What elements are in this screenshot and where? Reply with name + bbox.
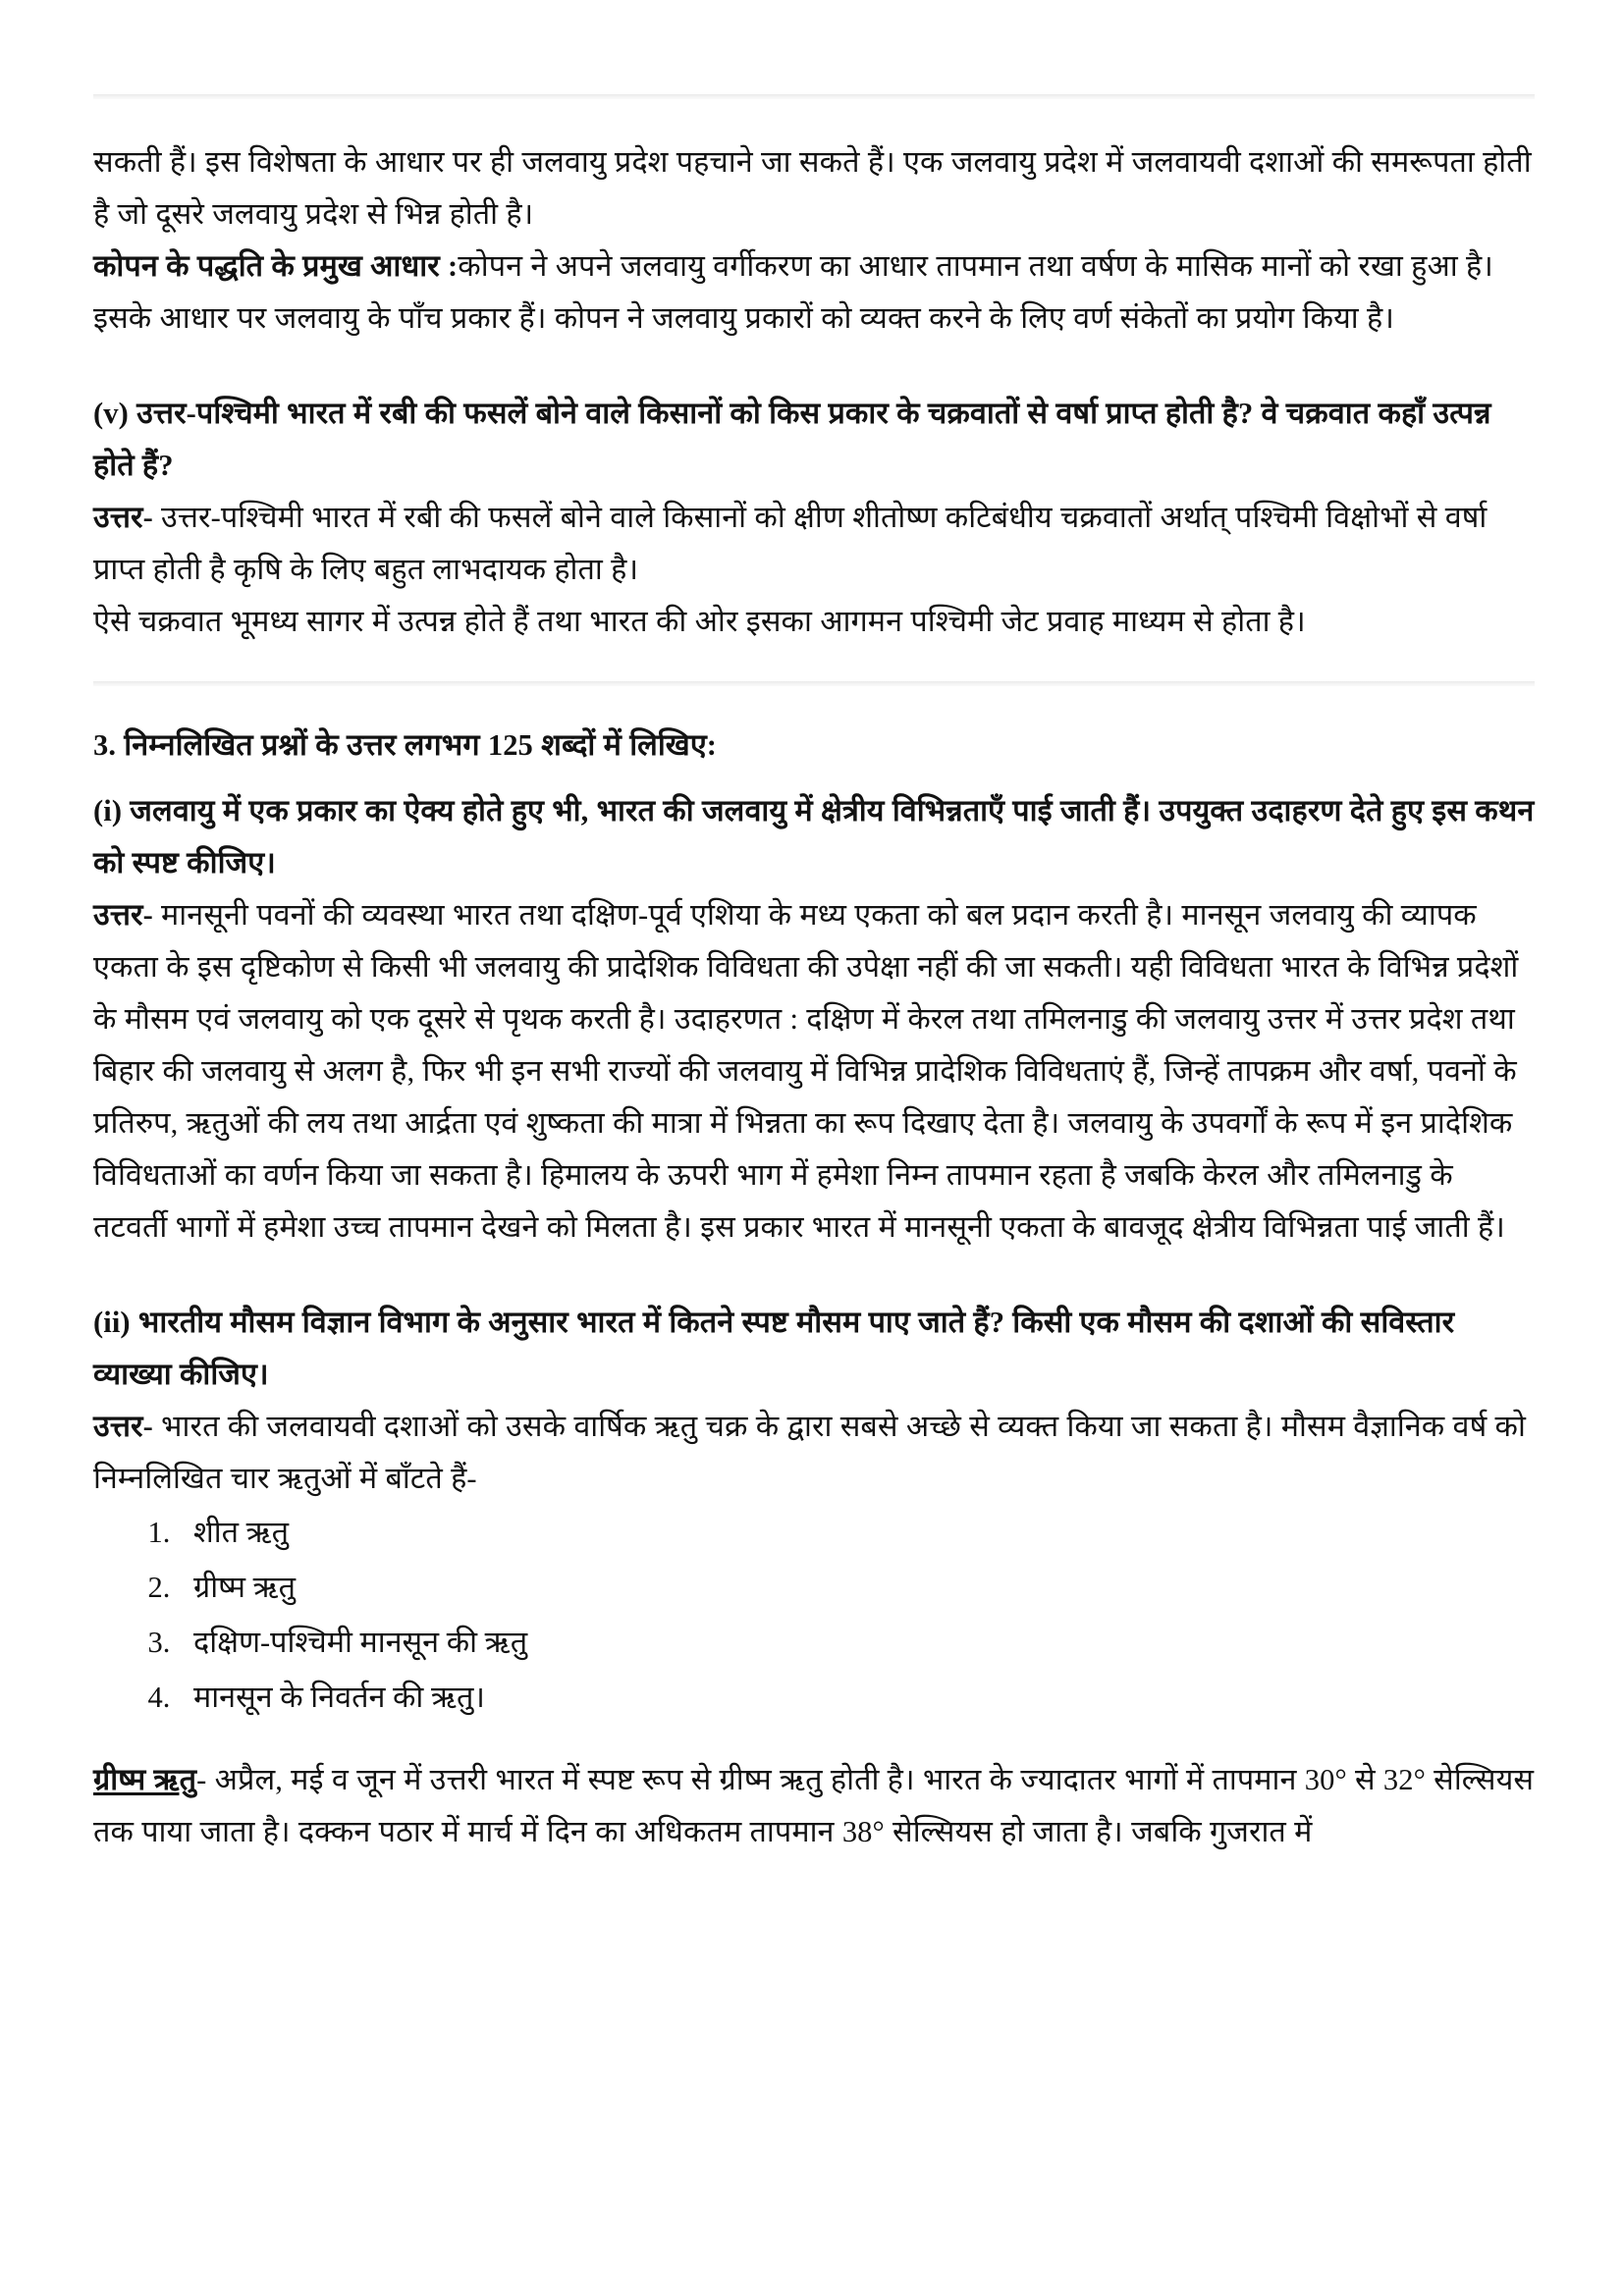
answer-i-body: मानसूनी पवनों की व्यवस्था भारत तथा दक्षिण-पूर्व एशिया के मध्य एकता को बल प्रदान करती है। मानसून जलवायु की व्यापक एकता के इस दृष्टिकोण से किसी भी जलवायु की प्रादेशिक विविधता की उपेक्षा नहीं की जा सकती। यही विविधता भारत के विभिन्न प्रदेशों के मौसम एवं जलवायु को एक दूसरे से पृथक करती है। उदाहरणत : दक्षिण में केरल तथा तमिलनाडु की जलवायु उत्तर में उत्तर प्रदेश तथा बिहार की जलवायु से अलग है, फिर भी इन सभी राज्यों की जलवायु में विभिन्न प्रादेशिक विविधताएं हैं, जिन्हें तापक्रम और वर्षा, पवनों के प्रतिरुप, ऋतुओं की लय तथा आर्द्रता एवं शुष्कता की मात्रा में भिन्नता का रूप दिखाए देता है। जलवायु के उपवर्गों के रूप में इन प्रादेशिक विविधताओं का वर्णन किया जा सकता है। हिमालय के ऊपरी भाग में हमेशा निम्न तापमान रहता है जबकि केरल और तमिलनाडु के तटवर्ती भागों में हमेशा उच्च तापमान देखने को मिलता है। इस प्रकार भारत में मानसूनी एकता के बावजूद क्षेत्रीय विभिन्नता पाई जाती हैं। xyxy=(93,898,1519,1244)
answer-ii-paragraph xyxy=(93,1401,1535,1505)
section-divider-rule xyxy=(93,681,1535,686)
answer-ii-label: उत्तर- xyxy=(93,1410,153,1443)
answer-v-body: उत्तर-पश्चिमी भारत में रबी की फसलें बोने वाले किसानों को क्षीण शीतोष्ण कटिबंधीय चक्रवातों अर्थात् पश्चिमी विक्षोभों से वर्षा प्राप्त होती है कृषि के लिए बहुत लाभदायक होता है। xyxy=(93,501,1488,586)
list-item: 1. शीत ऋतु xyxy=(178,1505,1535,1560)
summer-season-paragraph xyxy=(93,1754,1535,1858)
list-item: 3. दक्षिण-पश्चिमी मानसून की ऋतु xyxy=(178,1615,1535,1670)
answer-v-extra-paragraph: ऐसे चक्रवात भूमध्य सागर में उत्पन्न होते हैं तथा भारत की ओर इसका आगमन पश्चिमी जेट प्रवाह माध्यम से होता है। xyxy=(93,605,1306,638)
answer-v-label: उत्तर- xyxy=(93,501,153,534)
kopen-label: कोपन के पद्धति के प्रमुख आधार : xyxy=(93,249,459,283)
intro-paragraph: सकती हैं। इस विशेषता के आधार पर ही जलवायु प्रदेश पहचाने जा सकते हैं। एक जलवायु प्रदेश में जलवायवी दशाओं की समरूपता होती है जो दूसरे जलवायु प्रदेश से भिन्न होती है। xyxy=(93,145,1532,231)
question-i-heading: (i) जलवायु में एक प्रकार का ऐक्य होते हुए भी, भारत की जलवायु में क्षेत्रीय विभिन्नताएँ पाई जाती हैं। उपयुक्त उदाहरण देते हुए इस कथन को स्पष्ट कीजिए। xyxy=(93,794,1535,880)
top-divider-rule xyxy=(93,94,1535,99)
question-ii-heading: (ii) भारतीय मौसम विज्ञान विभाग के अनुसार भारत में कितने स्पष्ट मौसम पाए जाते हैं? किसी एक मौसम की दशाओं की सविस्तार व्याख्या कीजिए। xyxy=(93,1306,1455,1391)
kopen-body: कोपन ने अपने जलवायु वर्गीकरण का आधार तापमान तथा वर्षण के मासिक मानों को रखा हुआ है। इसके आधार पर जलवायु के पाँच प्रकार हैं। कोपन ने जलवायु प्रकारों को व्यक्त करने के लिए वर्ण संकेतों का प्रयोग किया है। xyxy=(93,249,1493,335)
answer-i-label: उत्तर- xyxy=(93,898,153,932)
document-content xyxy=(93,94,1535,1858)
answer-v-paragraph xyxy=(93,492,1535,596)
summer-season-label: ग्रीष्म ऋतु xyxy=(93,1763,197,1796)
answer-i-paragraph xyxy=(93,889,1535,1254)
list-item: 4. मानसून के निवर्तन की ऋतु। xyxy=(178,1670,1535,1725)
kopen-paragraph xyxy=(93,240,1535,345)
list-item: 2. ग्रीष्म ऋतु xyxy=(178,1560,1535,1615)
season-list xyxy=(93,1505,1535,1725)
section-3-heading: 3. निम्नलिखित प्रश्नों के उत्तर लगभग 125 शब्दों में लिखिए: xyxy=(93,728,718,762)
summer-season-body: - अप्रैल, मई व जून में उत्तरी भारत में स्पष्ट रूप से ग्रीष्म ऋतु होती है। भारत के ज्यादातर भागों में तापमान 30° से 32° सेल्सियस तक पाया जाता है। दक्कन पठार में मार्च में दिन का अधिकतम तापमान 38° सेल्सियस हो जाता है। जबकि गुजरात में xyxy=(93,1763,1535,1848)
answer-ii-body: भारत की जलवायवी दशाओं को उसके वार्षिक ऋतु चक्र के द्वारा सबसे अच्छे से व्यक्त किया जा सकता है। मौसम वैज्ञानिक वर्ष को निम्नलिखित चार ऋतुओं में बाँटते हैं- xyxy=(93,1410,1526,1495)
question-v-heading: (v) उत्तर-पश्चिमी भारत में रबी की फसलें बोने वाले किसानों को किस प्रकार के चक्रवातों से वर्षा प्राप्त होती है? वे चक्रवात कहाँ उत्पन्न होते हैं? xyxy=(93,397,1491,482)
